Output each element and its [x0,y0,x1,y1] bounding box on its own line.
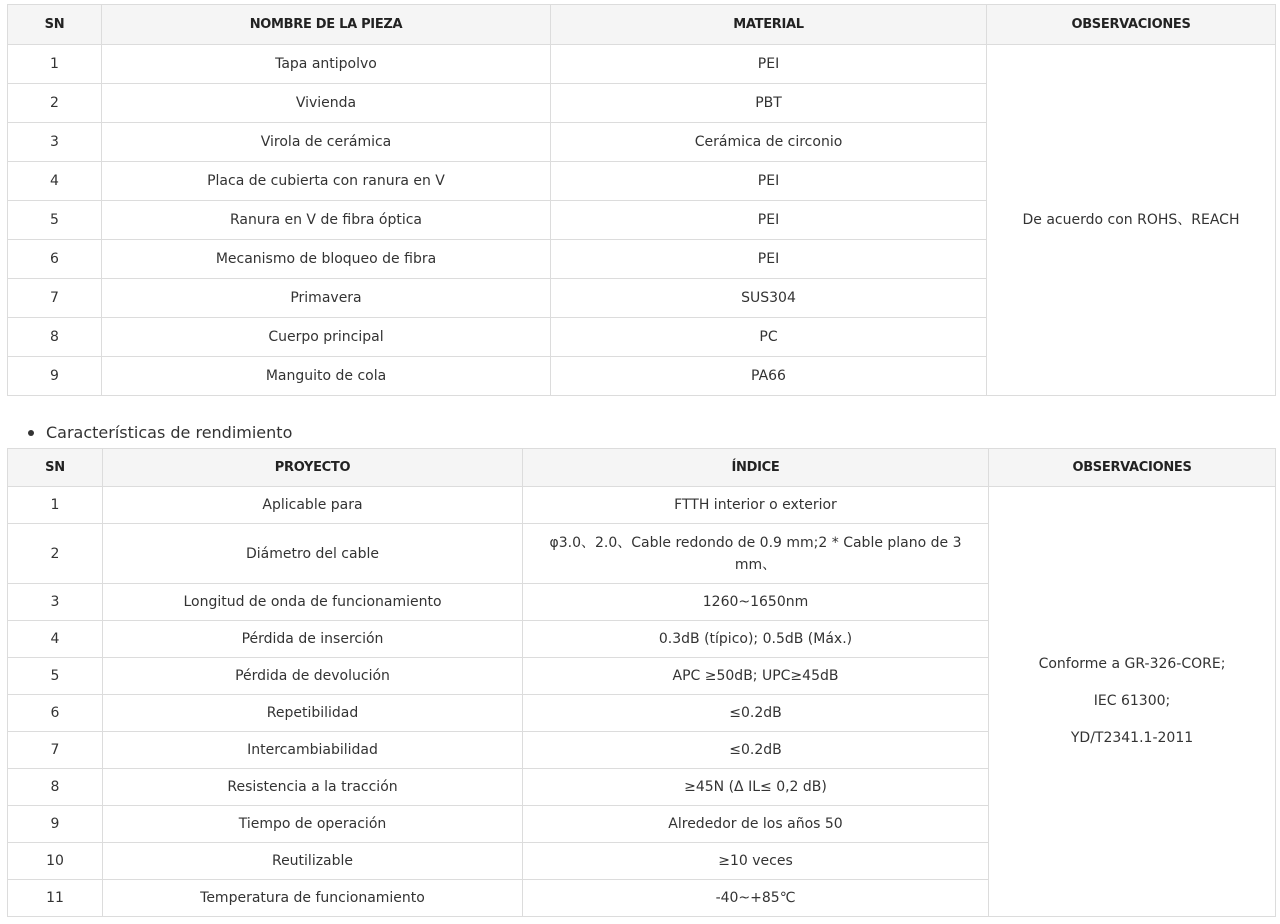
cell-sn: 9 [8,357,102,396]
column-header-material: MATERIAL [551,5,987,45]
cell-material: PC [551,318,987,357]
cell-index: ≥45N (Δ IL≤ 0,2 dB) [523,769,989,806]
section-heading-list [28,421,292,445]
parts-table [7,4,1276,396]
cell-index: 0.3dB (típico); 0.5dB (Máx.) [523,621,989,658]
cell-material: Cerámica de circonio [551,123,987,162]
cell-part-name: Mecanismo de bloqueo de fibra [102,240,551,279]
cell-sn: 6 [8,695,103,732]
cell-sn: 1 [8,45,102,84]
cell-material: PEI [551,201,987,240]
cell-part-name: Vivienda [102,84,551,123]
performance-table [7,448,1276,917]
cell-part-name: Tapa antipolvo [102,45,551,84]
cell-material: SUS304 [551,279,987,318]
cell-part-name: Manguito de cola [102,357,551,396]
cell-project: Pérdida de devolución [103,658,523,695]
cell-sn: 9 [8,806,103,843]
column-header-observations: OBSERVACIONES [987,5,1276,45]
column-header-sn: SN [8,5,102,45]
observation-line: Conforme a GR-326-CORE; [1038,656,1226,672]
cell-index: ≤0.2dB [523,695,989,732]
table-header-row [8,5,1276,45]
cell-index: ≥10 veces [523,843,989,880]
cell-part-name: Ranura en V de fibra óptica [102,201,551,240]
cell-sn: 4 [8,621,103,658]
cell-material: PEI [551,162,987,201]
column-header-observations: OBSERVACIONES [989,449,1276,487]
cell-project: Intercambiabilidad [103,732,523,769]
cell-part-name: Cuerpo principal [102,318,551,357]
table-row [8,487,1276,524]
table-row [8,45,1276,84]
cell-project: Longitud de onda de funcionamiento [103,584,523,621]
cell-sn: 3 [8,123,102,162]
column-header-index: ÍNDICE [523,449,989,487]
observation-line: IEC 61300; [1093,693,1171,709]
cell-index: ≤0.2dB [523,732,989,769]
cell-material: PEI [551,45,987,84]
cell-project: Repetibilidad [103,695,523,732]
cell-project: Tiempo de operación [103,806,523,843]
column-header-sn: SN [8,449,103,487]
cell-project: Temperatura de funcionamiento [103,880,523,917]
cell-index: Alrededor de los años 50 [523,806,989,843]
cell-sn: 8 [8,318,102,357]
cell-part-name: Primavera [102,279,551,318]
observation-line: YD/T2341.1-2011 [1070,730,1194,746]
cell-sn: 5 [8,201,102,240]
cell-sn: 5 [8,658,103,695]
cell-sn: 4 [8,162,102,201]
cell-project: Diámetro del cable [103,524,523,584]
cell-material: PBT [551,84,987,123]
bullet-icon [28,430,34,436]
cell-index: APC ≥50dB; UPC≥45dB [523,658,989,695]
cell-material: PA66 [551,357,987,396]
cell-part-name: Placa de cubierta con ranura en V [102,162,551,201]
cell-sn: 11 [8,880,103,917]
cell-sn: 1 [8,487,103,524]
table-header-row [8,449,1276,487]
cell-index: φ3.0、2.0、Cable redondo de 0.9 mm;2 * Cable plano de 3 mm、 [523,524,989,584]
cell-sn: 6 [8,240,102,279]
cell-project: Resistencia a la tracción [103,769,523,806]
cell-index: 1260~1650nm [523,584,989,621]
cell-sn: 10 [8,843,103,880]
cell-part-name: Virola de cerámica [102,123,551,162]
cell-sn: 7 [8,732,103,769]
cell-observations: De acuerdo con ROHS、REACH [987,45,1276,396]
section-heading-text: Características de rendimiento [46,423,293,442]
cell-index: -40~+85℃ [523,880,989,917]
cell-project: Reutilizable [103,843,523,880]
cell-index: FTTH interior o exterior [523,487,989,524]
cell-sn: 2 [8,524,103,584]
cell-sn: 3 [8,584,103,621]
cell-observations [989,487,1276,917]
section-heading-performance [28,421,292,445]
cell-project: Aplicable para [103,487,523,524]
cell-sn: 8 [8,769,103,806]
cell-project: Pérdida de inserción [103,621,523,658]
cell-sn: 7 [8,279,102,318]
column-header-project: PROYECTO [103,449,523,487]
column-header-part-name: NOMBRE DE LA PIEZA [102,5,551,45]
cell-sn: 2 [8,84,102,123]
cell-material: PEI [551,240,987,279]
